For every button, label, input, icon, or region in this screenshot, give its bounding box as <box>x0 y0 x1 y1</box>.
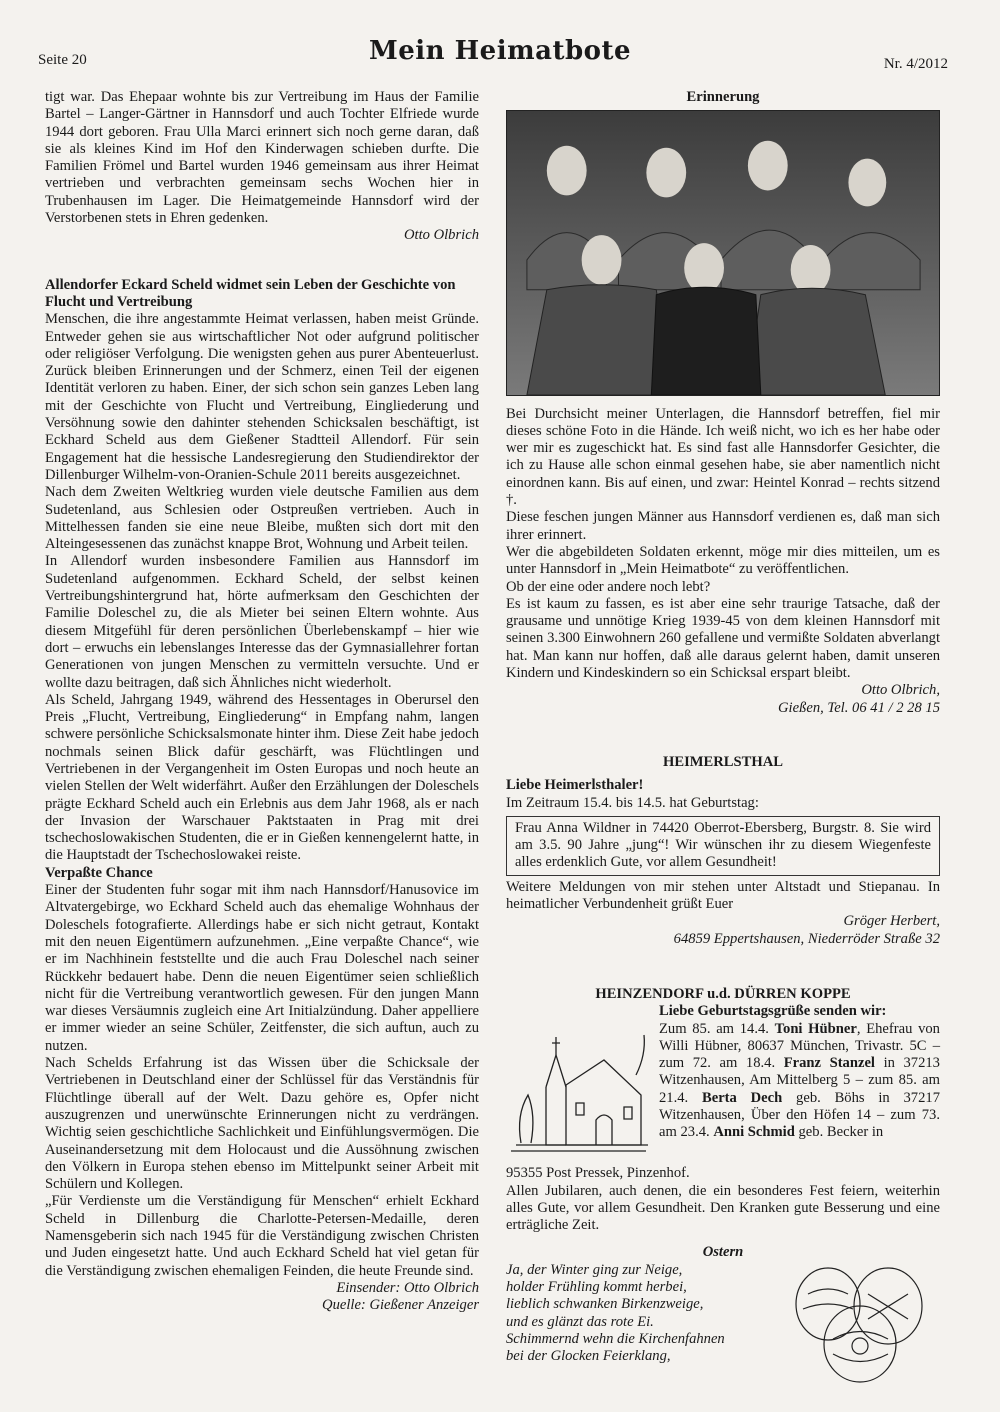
poem-line: und es glänzt das rote Ei. <box>506 1313 654 1330</box>
text-fragment: , Ehefrau von Willi Hübner, 80637 München, Trivastr. 5C – zum 72. am 18.4. <box>659 1020 940 1072</box>
right-column <box>506 89 940 1365</box>
article-paragraph: Menschen, die ihre angestammte Heimat verlassen, haben meist Gründe. Entweder gehen sie aus wirtschaftlicher Not oder aufgrund politischer oder religiöser Verfolgung. Die wenigsten gehen aus purer Abenteuerlust. Zurück bleiben Erinnerungen und der Schmerz, einen Teil der eigenen Identität verloren zu haben. Einer, der sich schon sein ganzes Leben lang mit der Geschichte von Flucht und Vertreibung, Eingliederung und Versöhnung sowie den dahinter stehenden Schicksalen beschäftigt, ist Eckhard Scheld aus dem Gießener Stadtteil Allendorf. Für sein Engagement hat die hessische Landesregierung den Studiendirektor der Dillenburger Wilhelm-von-Oranien-Schule 2011 bereits ausgezeichnet. <box>45 311 479 483</box>
easter-eggs-illustration <box>788 1264 938 1384</box>
erinnerung-paragraph: Bei Durchsicht meiner Unterlagen, die Hannsdorf betreffen, fiel mir dieses schöne Foto in die Hände. Ich weiß nicht, wo ich es her habe oder wer mir es zugeschickt hat. Es sind fast alle Hannsdorfer Gesichter, die ich zu Hause alle schon einmal gesehen habe, sie aber namentlich nicht einordnen kann. Bis auf einen, und zwar: Heintel Konrad – rechts sitzend †. <box>506 405 940 509</box>
article-subhead: Verpaßte Chance <box>45 864 153 881</box>
erinnerung-signature: Otto Olbrich, <box>861 682 940 699</box>
article-paragraph: Nach Schelds Erfahrung ist das Wissen über die Schicksale der Vertriebenen in Deutschland einer der Schlüssel für das Verständnis für Flüchtlinge überall auf der Welt. Dazu gehöre es, Opfer nicht auszugrenzen und unerwünschte Erinnerungen nicht zu verdrängen. Wichtig seien geschichtliche Sachlichkeit und Einfühlungsvermögen. Die Auseinandersetzung mit dem Holocaust und die Aussöhnung zwischen den Völkern in Europa stehen ebenso im Mittelpunkt seiner Arbeit mit Schülern und Kollegen. <box>45 1055 479 1193</box>
text-fragment: geb. Becker in <box>794 1124 884 1141</box>
article-paragraph: In Allendorf wurden insbesondere Familien aus Hannsdorf im Sudetenland aufgenommen. Eckhard Scheld, der selbst keinen Vertreibungshintergrund hat, hörte aufmerksam den Geschichten der Familie Doleschel zu, die als Mieter bei seinen Eltern wohnte. Aus diesem Mitgefühl für deren persönlichen Überlebenskampf – hier wie dort – erwuchs ein lebenslanges Interesse das der Gymnasiallehrer fortan Generationen von jungen Menschen zu vermitteln versuchte. Und er wollte dazu beitragen, daß sich Ähnliches nicht wiederholt. <box>45 553 479 691</box>
text-fragment: in 37213 Witzenhausen, Am Mittelberg 5 – zum 85. am 21.4. <box>659 1055 940 1106</box>
article-title: Allendorfer Eckard Scheld widmet sein Leben der Geschichte von Flucht und Vertreibung <box>45 276 456 310</box>
heinzendorf-text <box>659 1003 940 1165</box>
erinnerung-title: Erinnerung <box>686 89 760 105</box>
heinzendorf-greeting: Liebe Geburtstagsgrüße senden wir: <box>659 1003 887 1020</box>
intro-paragraph: tigt war. Das Ehepaar wohnte bis zur Vertreibung im Haus der Familie Bartel – Langer-Gärtner in Hannsdorf und auch Tochter Elfriede wurde 1944 dort geboren. Frau Ulla Marci erinnert sich noch gerne daran, daß sie als kleines Kind im Hof den Kinderwagen schieben durfte. Die Familien Frömel und Bartel wurden 1946 gemeinsam aus ihrer Heimat vertrieben und verbrachten gemeinsam sechs Wochen hier in Trubenhausen im Lager. Die Heimatgemeinde Hannsdorf wird der Verstorbenen stets in Ehren gedenken. <box>45 89 479 227</box>
article-signature: Einsender: Otto Olbrich <box>336 1279 479 1296</box>
text-fragment: geb. Böhs in 37217 Witzenhausen, Über den Höfen 14 – zum 73. am 23.4. <box>659 1089 940 1141</box>
soldiers-photo <box>506 110 940 396</box>
poem-line: bei der Glocken Feierklang, <box>506 1348 671 1365</box>
heinzendorf-address-end: 95355 Post Pressek, Pinzenhof. <box>506 1165 690 1182</box>
poem-line: holder Frühling kommt herbei, <box>506 1278 687 1295</box>
erinnerung-paragraph: Es ist kaum zu fassen, es ist aber eine sehr traurige Tatsache, daß der grausame und unnötige Krieg 1939-45 von dem kleinen Hannsdorf mit seinen 3.300 Einwohnern 260 gefallene und vermißte Soldaten abverlangt hat. Man kann nur hoffen, daß alle daraus gelernt haben, damit unseren Kindern und Kindeskindern so ein Schicksal erspart bleibt. <box>506 595 940 682</box>
birthday-name: Berta Dech <box>701 1089 783 1106</box>
church-illustration <box>506 1015 651 1165</box>
heinzendorf-wish: Allen Jubilaren, auch denen, die ein besonderes Fest feiern, weiterhin alles Gute, vor allem Gesundheit. Den Kranken gute Besserung und eine erträgliche Zeit. <box>506 1182 940 1234</box>
ostern-section <box>506 1244 940 1365</box>
article-paragraph: „Für Verdienste um die Verständigung für Menschen“ erhielt Eckhard Scheld in Dillenburg die Charlotte-Petersen-Medaille, deren Namensgeberin sich nach 1945 für die Verständigung zwischen Christen und Juden eingesetzt hatte. Und auch Eckhard Scheld hat viel getan für die Verständigung zwischen ehemaligen Feinden, die heute Freunde sind. <box>45 1193 479 1279</box>
article-paragraph: Einer der Studenten fuhr sogar mit ihm nach Hannsdorf/Hanusovice im Altvatergebirge, wo Eckhard Scheld auch das ehemalige Wohnhaus der Doleschels fotografierte. Allerdings habe er sich nicht getraut, Kontakt mit den neuen Eigentümern aufzunehmen. „Eine verpaßte Chance“, wie er im Nachhinein feststellte und die auch Frau Doleschel nach seiner Rückkehr bedauert habe. Denn die neuen Eigentümer seien schließlich nicht für die Vertreibung verantwortlich gewesen. Für den jungen Mann war dieses Versäumnis zugleich eine Art Initialzündung. Daher appelliere er immer wieder an seine Schüler, Zeitfenster, die sich auftun, auch zu nutzen. <box>45 882 479 1054</box>
text-fragment: Zum 85. am 14.4. <box>659 1020 769 1037</box>
birthday-name: Toni Hübner <box>774 1020 857 1037</box>
erinnerung-paragraph: Ob der eine oder andere noch lebt? <box>506 578 711 595</box>
erinnerung-address: Gießen, Tel. 06 41 / 2 28 15 <box>777 699 940 716</box>
heinzendorf-birthdays <box>659 1021 940 1142</box>
masthead-logo: Mein Heimatbote <box>368 36 632 66</box>
heimerlsthal-more: Weitere Meldungen von mir stehen unter Altstadt und Stiepanau. In heimatlicher Verbundenheit grüßt Euer <box>506 878 940 913</box>
birthday-name: Franz Stanzel <box>783 1055 875 1072</box>
poem-line: lieblich schwanken Birkenzweige, <box>506 1296 704 1313</box>
article-source: Quelle: Gießener Anzeiger <box>322 1297 479 1314</box>
heinzendorf-title: HEINZENDORF u.d. DÜRREN KOPPE <box>595 985 851 1002</box>
heimerlsthal-period: Im Zeitraum 15.4. bis 14.5. hat Geburtstag: <box>506 794 759 811</box>
poem-line: Schimmernd wehn die Kirchenfahnen <box>506 1330 725 1347</box>
heimerlsthal-signature: Gröger Herbert, <box>843 913 940 930</box>
article-paragraph: Nach dem Zweiten Weltkrieg wurden viele deutsche Familien aus dem Sudetenland, aus Schlesien oder Ostpreußen vertrieben. Auch in Mittelhessen fanden sie eine neue Bleibe, mußten sich dort mit den Alteingesessenen das zunächst knappe Brot, Wohnung und Arbeit teilen. <box>45 484 479 553</box>
left-column <box>45 89 479 1314</box>
birthday-name: Anni Schmid <box>713 1124 795 1141</box>
birthday-box <box>506 816 940 876</box>
intro-signature: Otto Olbrich <box>404 227 479 244</box>
poem-line: Ja, der Winter ging zur Neige, <box>506 1261 683 1278</box>
page-number: Seite 20 <box>38 52 87 68</box>
issue-number: Nr. 4/2012 <box>883 56 948 72</box>
heimerlsthal-address: 64859 Eppertshausen, Niederröder Straße 32 <box>673 930 940 947</box>
heimerlsthal-title: HEIMERLSTHAL <box>662 753 784 770</box>
ostern-title: Ostern <box>702 1244 744 1261</box>
erinnerung-paragraph: Diese feschen jungen Männer aus Hannsdorf verdienen es, daß man sich ihrer erinnert. <box>506 509 940 543</box>
birthday-box-text: Frau Anna Wildner in 74420 Oberrot-Ebersberg, Burgstr. 8. Sie wird am 3.5. 90 Jahre „jung“! Wir wünschen ihr zu diesem Wiegenfeste alles erdenklich Gute, vor allem Gesundheit! <box>515 819 931 871</box>
heimerlsthal-greeting: Liebe Heimerlsthaler! <box>506 777 644 794</box>
erinnerung-paragraph: Wer die abgebildeten Soldaten erkennt, möge mir dies mitteilen, um es unter Hannsdorf in „Mein Heimatbote“ zu veröffentlichen. <box>506 543 940 578</box>
article-paragraph: Als Scheld, Jahrgang 1949, während des Hessentages in Oberursel den Preis „Flucht, Vertreibung, Eingliederung“ in Empfang nahm, langen schwere persönliche Schicksalsmonate hinter ihm. Diese Zeit habe jedoch nochmals seinen Blick dafür geschärft, was Flüchtlingen und Vertriebenen in der Vergangenheit im Osten Europas und noch heute an vielen Stellen der Welt widerfährt. Außer den Erzählungen der Doleschels prägte Eckhard Scheld auch ein Erlebnis aus dem Jahr 1968, als er nach der Invasion der Warschauer Paktstaaten in Prag mit drei tschechoslowakischen Studenten, die er in Gießen kennengelernt hatte, in die Hauptstadt der Tschechoslowakei reiste. <box>45 691 479 864</box>
heinzendorf-block <box>506 1003 940 1165</box>
